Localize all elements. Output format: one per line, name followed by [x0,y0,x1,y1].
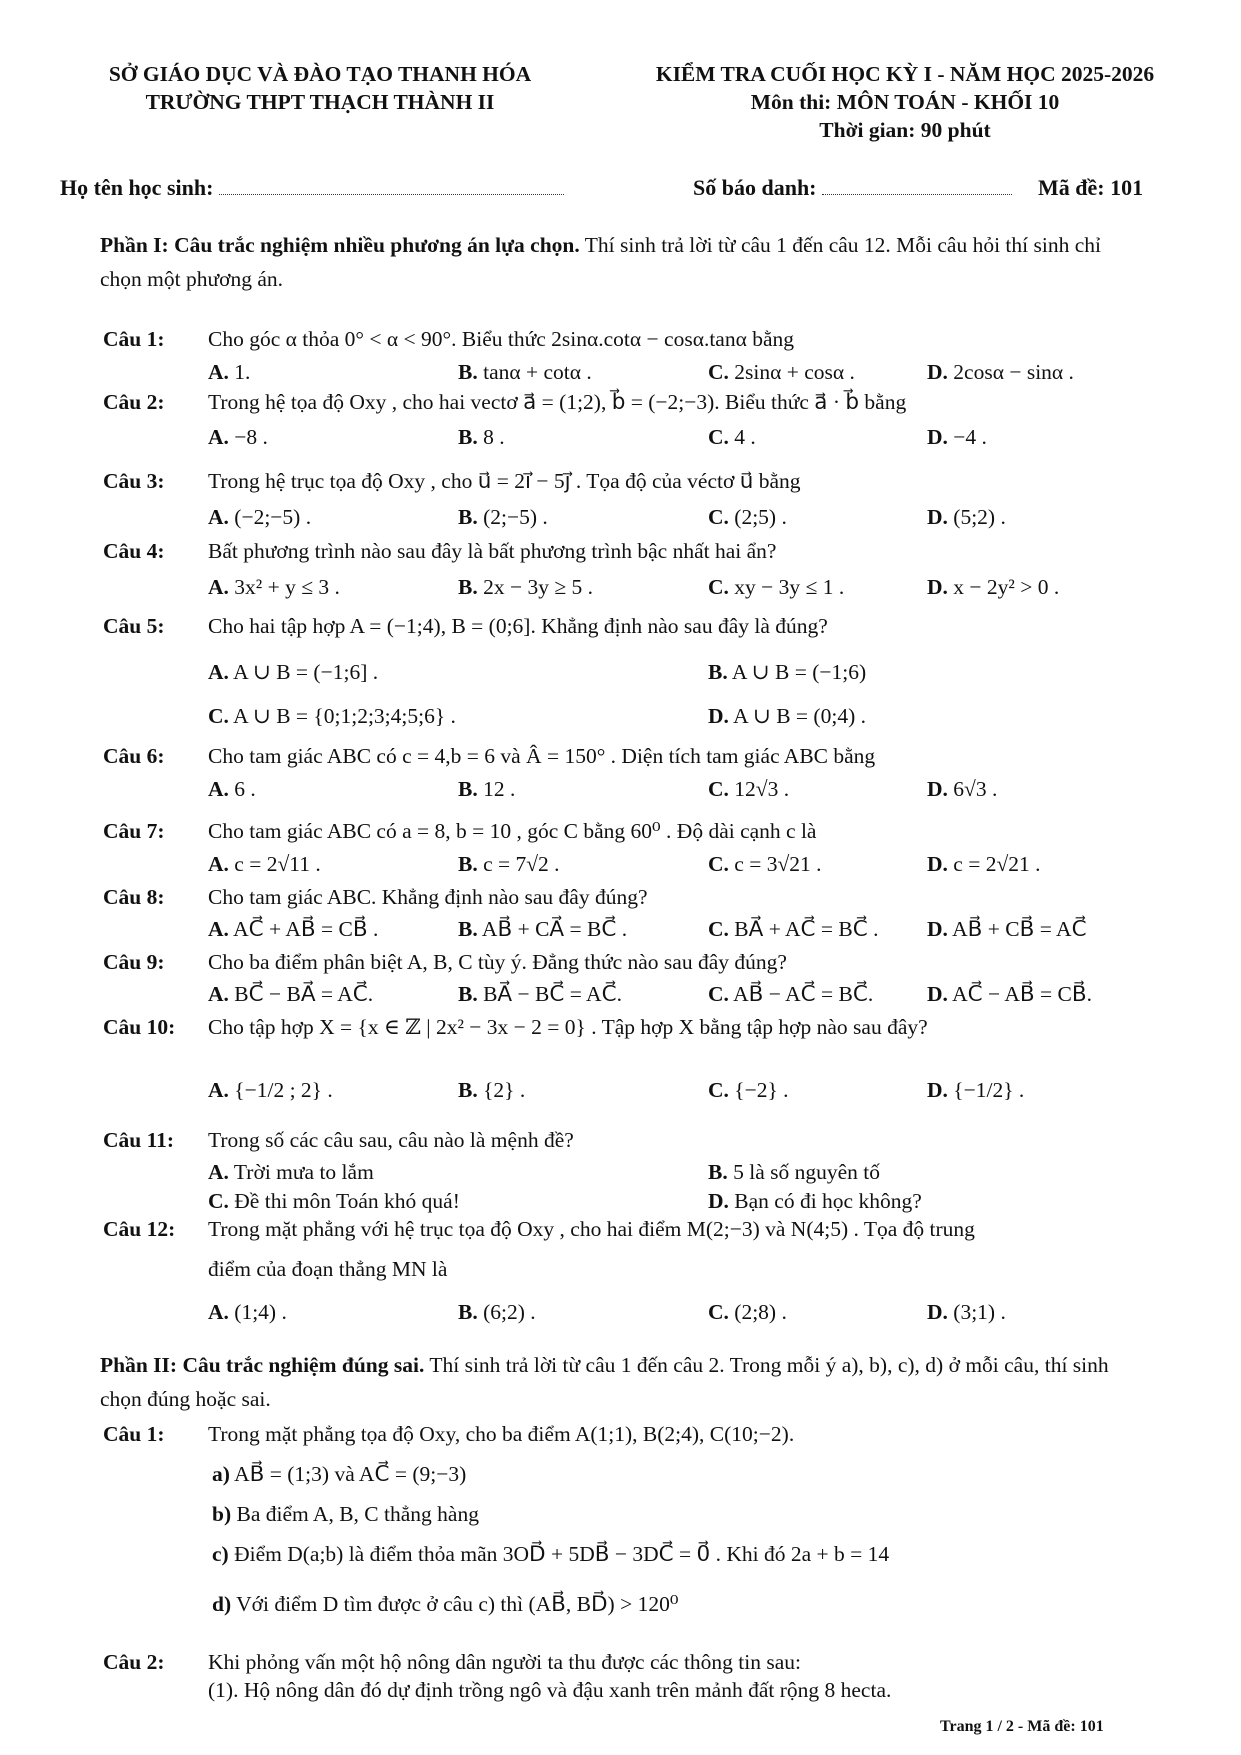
question-12-text-cont: điểm của đoạn thẳng MN là [208,1257,448,1281]
option-key: B. [458,777,478,801]
question-7-text: Cho tam giác ABC có a = 8, b = 10 , góc C bằng 60⁰ . Độ dài cạnh c là [208,819,817,843]
option-key: A. [208,360,229,384]
question-6-option-a[interactable] [208,777,256,802]
question-3-option-c[interactable] [708,505,787,530]
question-8-label: Câu 8: [103,885,165,909]
option-key: D. [927,1300,948,1324]
option-value: (−2;−5) . [234,505,312,529]
question-1-text: Cho góc α thỏa 0° < α < 90°. Biểu thức 2sinα.cotα − cosα.tanα bằng [208,327,795,351]
question-3-option-a[interactable] [208,505,311,530]
option-key: D. [927,360,948,384]
question-11-option-c[interactable] [208,1189,460,1214]
option-key: C. [708,575,729,599]
question-6-label: Câu 6: [103,744,165,768]
question-1-option-a[interactable] [208,360,250,385]
option-key: B. [458,982,478,1006]
option-value: (1;4) . [234,1300,287,1324]
option-value: 12√3 . [734,777,790,801]
question-1-option-b[interactable] [458,360,592,385]
item-text: Với điểm D tìm được ở câu c) thì (AB⃗, BD⃗) > 120⁰ [236,1592,679,1616]
question-11-option-b[interactable] [708,1160,880,1185]
question-3-option-d[interactable] [927,505,1006,530]
option-value: (2;−5) . [483,505,548,529]
item-text: Ba điểm A, B, C thẳng hàng [236,1502,479,1526]
option-key: A. [208,425,229,449]
option-value: (5;2) . [953,505,1006,529]
question-12-option-b[interactable] [458,1300,536,1325]
question-1-option-c[interactable] [708,360,855,385]
option-key: B. [708,1160,728,1184]
option-key: A. [208,1300,229,1324]
question-8-option-b[interactable] [458,917,627,942]
option-value: 8 . [483,425,505,449]
option-value: 2x − 3y ≥ 5 . [483,575,594,599]
question-8-option-c[interactable] [708,917,879,942]
question-3-text: Trong hệ trục tọa độ Oxy , cho u⃗ = 2i⃗ − 5j⃗ . Tọa độ của véctơ u⃗ bằng [208,469,801,493]
question-1-option-d[interactable] [927,360,1074,385]
page-footer: Trang 1 / 2 - Mã đề: 101 [940,1718,1104,1735]
question-4-option-b[interactable] [458,575,593,600]
item-text: Điểm D(a;b) là điểm thỏa mãn 3OD⃗ + 5DB⃗ − 3DC⃗ = 0⃗ . Khi đó 2a + b = 14 [234,1542,890,1566]
option-value: 4 . [734,425,756,449]
part2-q1-item-c[interactable] [212,1542,889,1567]
question-2-option-b[interactable] [458,425,505,450]
option-key: B. [458,1078,478,1102]
part1-intro [100,228,1140,296]
option-key: A. [208,777,229,801]
option-value: −4 . [953,425,987,449]
option-key: A. [208,1160,229,1184]
option-key: D. [927,982,948,1006]
item-key: c) [212,1542,229,1566]
option-value: A ∪ B = (−1;6) [731,660,867,684]
option-key: D. [927,852,948,876]
question-5-option-d[interactable] [708,704,866,729]
question-4-label: Câu 4: [103,539,165,563]
item-key: a) [212,1462,230,1486]
option-key: A. [208,660,229,684]
student-name-label: Họ tên học sinh: [60,175,564,201]
question-9-option-a[interactable] [208,982,373,1007]
option-value: AB⃗ + CA⃗ = BC⃗ . [481,917,628,941]
option-key: D. [708,704,729,728]
question-3-option-b[interactable] [458,505,548,530]
question-6-text: Cho tam giác ABC có c = 4,b = 6 và Â = 150° . Diện tích tam giác ABC bằng [208,744,876,768]
exam-subject: Môn thi: MÔN TOÁN - KHỐI 10 [750,90,1060,114]
option-value: x − 2y² > 0 . [953,575,1060,599]
option-value: AB⃗ + CB⃗ = AC⃗ [952,917,1087,941]
option-value: A ∪ B = (−1;6] . [233,660,379,684]
option-value: c = 2√21 . [953,852,1041,876]
question-2-text: Trong hệ tọa độ Oxy , cho hai vectơ a⃗ = (1;2), b⃗ = (−2;−3). Biểu thức a⃗ · b⃗ bằng [208,390,907,414]
option-value: {−1/2} . [953,1078,1025,1102]
question-6-option-b[interactable] [458,777,515,802]
option-key: B. [458,425,478,449]
item-key: b) [212,1502,232,1526]
question-2-option-c[interactable] [708,425,756,450]
option-key: B. [458,1300,478,1324]
option-value: 2cosα − sinα . [953,360,1074,384]
part2-desc: Thí sinh trả lời từ câu 1 đến câu 2. Trong mỗi ý a), b), c), d) ở mỗi câu, thí sinh chọn đúng hoặc sai. [100,1353,1109,1411]
option-value: c = 3√21 . [734,852,822,876]
option-value: 1. [234,360,251,384]
option-key: A. [208,575,229,599]
option-value: 2sinα + cosα . [734,360,855,384]
option-value: c = 7√2 . [483,852,560,876]
option-value: 6√3 . [953,777,998,801]
option-value: (3;1) . [953,1300,1006,1324]
exam-code: Mã đề: 101 [1038,175,1144,200]
option-key: B. [708,660,728,684]
item-text: AB⃗ = (1;3) và AC⃗ = (9;−3) [234,1462,467,1486]
part2-q1-label: Câu 1: [103,1422,165,1446]
question-7-option-d[interactable] [927,852,1041,877]
question-5-text: Cho hai tập hợp A = (−1;4), B = (0;6]. Khẳng định nào sau đây là đúng? [208,614,828,638]
option-value: 12 . [483,777,516,801]
student-name-field[interactable] [219,193,564,195]
question-9-option-b[interactable] [458,982,622,1007]
option-key: A. [208,917,229,941]
question-12-option-d[interactable] [927,1300,1006,1325]
question-2-label: Câu 2: [103,390,165,414]
school-name: TRƯỜNG THPT THẠCH THÀNH II [145,90,495,114]
option-value: (2;5) . [734,505,787,529]
option-key: C. [208,704,229,728]
part2-q1-item-d[interactable] [212,1592,678,1617]
question-2-option-d[interactable] [927,425,987,450]
option-value: Trời mưa to lắm [233,1160,374,1184]
question-7-label: Câu 7: [103,819,165,843]
option-key: D. [708,1189,729,1213]
question-11-option-d[interactable] [708,1189,922,1214]
option-key: C. [708,982,729,1006]
option-key: C. [208,1189,229,1213]
option-key: B. [458,852,478,876]
option-key: B. [458,917,478,941]
question-4-option-d[interactable] [927,575,1059,600]
sbd-label: Số báo danh: [693,175,1012,201]
question-12-option-c[interactable] [708,1300,787,1325]
question-2-option-a[interactable] [208,425,268,450]
question-5-option-b[interactable] [708,660,866,685]
option-value: A ∪ B = {0;1;2;3;4;5;6} . [233,704,456,728]
option-value: c = 2√11 . [234,852,321,876]
question-1-label: Câu 1: [103,327,165,351]
question-7-option-a[interactable] [208,852,321,877]
option-key: C. [708,360,729,384]
option-value: (2;8) . [734,1300,787,1324]
option-value: AC⃗ − AB⃗ = CB⃗. [952,982,1092,1006]
option-value: −8 . [234,425,268,449]
option-key: D. [927,1078,948,1102]
option-value: xy − 3y ≤ 1 . [734,575,845,599]
option-key: C. [708,505,729,529]
option-key: A. [208,505,229,529]
option-value: AC⃗ + AB⃗ = CB⃗ . [233,917,379,941]
option-key: B. [458,575,478,599]
option-value: tanα + cotα . [483,360,592,384]
part2-q1-item-b[interactable] [212,1502,479,1527]
option-value: (6;2) . [483,1300,536,1324]
part2-title: Phần II: Câu trắc nghiệm đúng sai. [100,1353,425,1377]
option-value: Đề thi môn Toán khó quá! [234,1189,460,1213]
option-value: BA⃗ − BC⃗ = AC⃗. [483,982,622,1006]
option-value: BA⃗ + AC⃗ = BC⃗ . [734,917,879,941]
option-key: C. [708,852,729,876]
question-12-text: Trong mặt phẳng với hệ trục tọa độ Oxy , cho hai điểm M(2;−3) và N(4;5) . Tọa độ trung [208,1217,975,1241]
question-9-label: Câu 9: [103,950,165,974]
question-10-option-c[interactable] [708,1078,789,1103]
question-5-label: Câu 5: [103,614,165,638]
option-key: C. [708,777,729,801]
question-4-option-a[interactable] [208,575,340,600]
part2-q2-label: Câu 2: [103,1650,165,1674]
option-key: C. [708,425,729,449]
option-value: {−2} . [734,1078,789,1102]
option-key: D. [927,425,948,449]
option-key: C. [708,917,729,941]
option-value: Bạn có đi học không? [734,1189,922,1213]
question-4-option-c[interactable] [708,575,844,600]
question-10-text: Cho tập hợp X = {x ∈ ℤ | 2x² − 3x − 2 = 0} . Tập hợp X bằng tập hợp nào sau đây? [208,1015,928,1039]
question-11-text: Trong số các câu sau, câu nào là mệnh đề? [208,1128,574,1152]
part1-title: Phần I: Câu trắc nghiệm nhiều phương án lựa chọn. [100,233,580,257]
option-key: D. [927,575,948,599]
question-12-option-a[interactable] [208,1300,287,1325]
option-value: AB⃗ − AC⃗ = BC⃗. [733,982,874,1006]
question-11-option-a[interactable] [208,1160,374,1185]
question-5-option-a[interactable] [208,660,378,685]
question-4-text: Bất phương trình nào sau đây là bất phương trình bậc nhất hai ẩn? [208,539,777,563]
part2-q1-text: Trong mặt phẳng tọa độ Oxy, cho ba điểm A(1;1), B(2;4), C(10;−2). [208,1422,795,1446]
question-5-option-c[interactable] [208,704,456,729]
item-key: d) [212,1592,232,1616]
question-10-label: Câu 10: [103,1015,176,1039]
question-8-option-d[interactable] [927,917,1087,942]
school-header [60,60,580,116]
question-11-label: Câu 11: [103,1128,175,1152]
question-9-option-c[interactable] [708,982,873,1007]
option-key: C. [708,1300,729,1324]
option-key: A. [208,1078,229,1102]
question-9-text: Cho ba điểm phân biệt A, B, C tùy ý. Đẳng thức nào sau đây đúng? [208,950,787,974]
option-value: 3x² + y ≤ 3 . [234,575,340,599]
exam-time: Thời gian: 90 phút [819,118,991,142]
option-key: D. [927,917,948,941]
part2-intro [100,1348,1140,1416]
part1-desc: Thí sinh trả lời từ câu 1 đến câu 12. Mỗi câu hỏi thí sinh chỉ chọn một phương án. [100,233,1101,291]
question-10-option-b[interactable] [458,1078,525,1103]
option-key: D. [927,777,948,801]
option-value: 5 là số nguyên tố [733,1160,880,1184]
option-key: A. [208,982,229,1006]
question-10-option-a[interactable] [208,1078,333,1103]
option-value: {2} . [483,1078,526,1102]
question-8-option-a[interactable] [208,917,378,942]
option-key: D. [927,505,948,529]
question-3-label: Câu 3: [103,469,165,493]
question-8-text: Cho tam giác ABC. Khẳng định nào sau đây đúng? [208,885,648,909]
question-10-option-d[interactable] [927,1078,1024,1103]
option-value: BC⃗ − BA⃗ = AC⃗. [234,982,374,1006]
question-9-option-d[interactable] [927,982,1092,1007]
option-key: B. [458,360,478,384]
question-12-label: Câu 12: [103,1217,176,1241]
option-key: B. [458,505,478,529]
question-6-option-c[interactable] [708,777,789,802]
part2-q2-text: Khi phỏng vấn một hộ nông dân người ta thu được các thông tin sau: [208,1650,802,1674]
option-value: {−1/2 ; 2} . [234,1078,333,1102]
option-key: A. [208,852,229,876]
part2-q2-line1: (1). Hộ nông dân đó dự định trồng ngô và đậu xanh trên mảnh đất rộng 8 hecta. [208,1678,892,1702]
question-7-option-b[interactable] [458,852,560,877]
question-6-option-d[interactable] [927,777,997,802]
part2-q1-item-a[interactable] [212,1462,466,1487]
option-key: C. [708,1078,729,1102]
department-name: SỞ GIÁO DỤC VÀ ĐÀO TẠO THANH HÓA [108,62,532,86]
option-value: 6 . [234,777,256,801]
question-7-option-c[interactable] [708,852,822,877]
sbd-field[interactable] [822,193,1012,195]
exam-header [600,60,1210,144]
option-value: A ∪ B = (0;4) . [733,704,866,728]
exam-title: KIỂM TRA CUỐI HỌC KỲ I - NĂM HỌC 2025-2026 [655,62,1155,86]
